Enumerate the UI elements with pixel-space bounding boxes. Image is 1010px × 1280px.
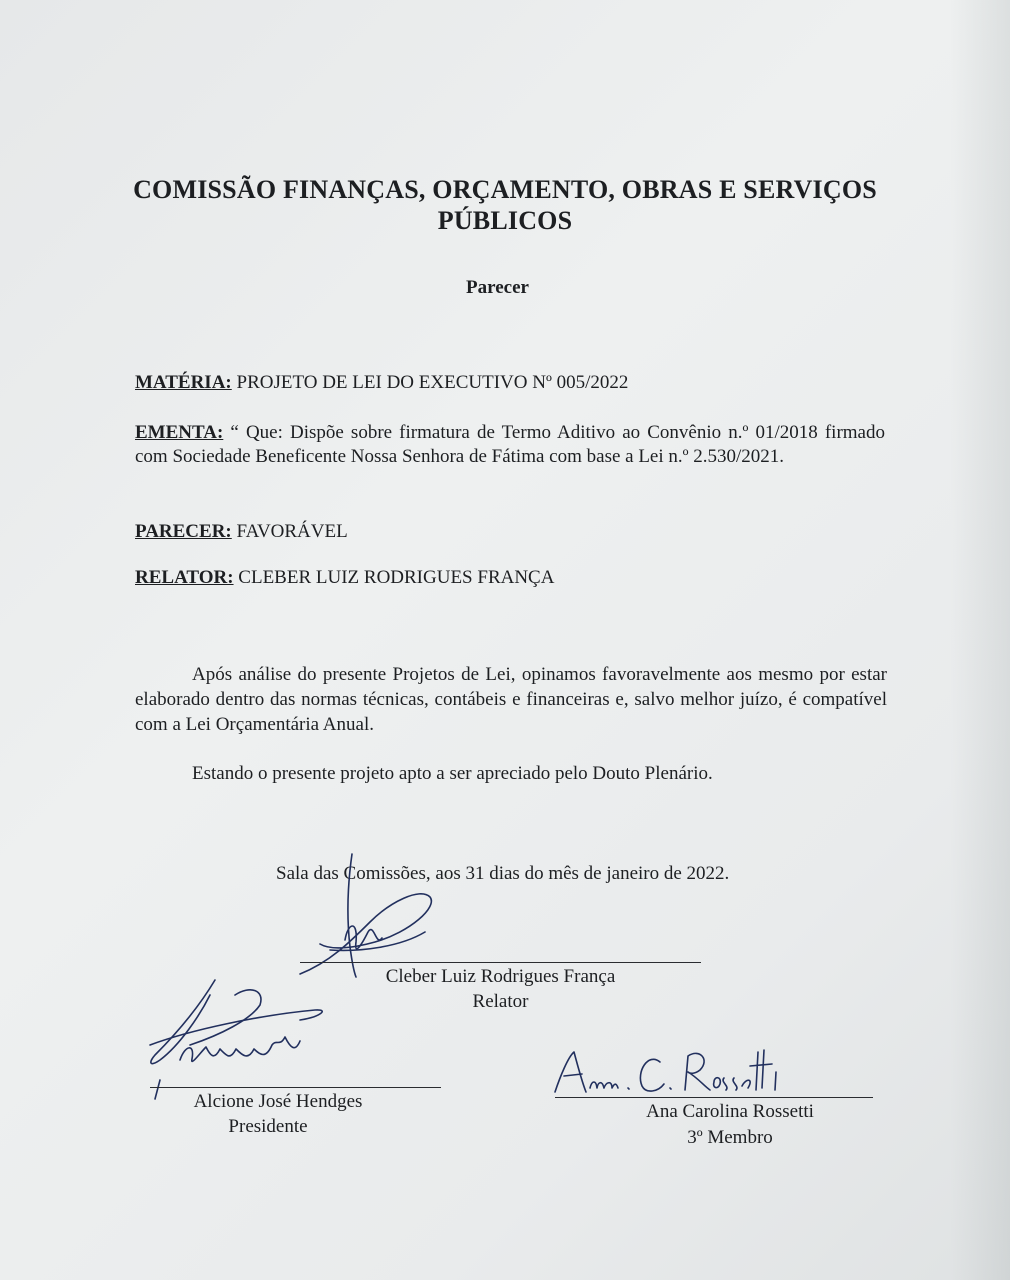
materia-field (135, 371, 885, 395)
relator-signature-name: Cleber Luiz Rodrigues França (385, 966, 616, 987)
paper-edge-shadow (950, 0, 1010, 1280)
committee-title-line1: COMISSÃO FINANÇAS, ORÇAMENTO, OBRAS E SERVIÇOS (133, 175, 877, 204)
relator-label: RELATOR: (135, 567, 234, 588)
relator-value: CLEBER LUIZ RODRIGUES FRANÇA (233, 567, 555, 588)
ementa-label: EMENTA: (135, 422, 224, 443)
parecer-field (135, 520, 885, 544)
place-date: Sala das Comissões, aos 31 dias do mês de janeiro de 2022. (276, 863, 730, 884)
relator-signature-line (300, 962, 701, 963)
ementa-field (135, 421, 885, 469)
presidente-signature-line (150, 1087, 441, 1088)
membro-signature-drawing (550, 1042, 800, 1102)
materia-label: MATÉRIA: (135, 372, 232, 393)
presidente-signature-drawing (140, 975, 330, 1100)
presidente-signature-name: Alcione José Hendges (193, 1091, 363, 1112)
presidente-signature-role: Presidente (228, 1116, 308, 1137)
ementa-value: “ Que: Dispõe sobre firmatura de Termo Aditivo ao Convênio n.º 01/2018 firmado com Sociedade Beneficente Nossa Senhora de Fátima com base a Lei n.º 2.530/2021. (135, 422, 885, 467)
membro-signature-name: Ana Carolina Rossetti (646, 1101, 814, 1122)
parecer-label: PARECER: (135, 521, 232, 542)
body-paragraph-1: Após análise do presente Projetos de Lei, opinamos favoravelmente aos mesmo por estar elaborado dentro das normas técnicas, contábeis e financeiras e, salvo melhor juízo, é compatível com a Lei Orçamentária Anual. (135, 664, 887, 735)
materia-value: PROJETO DE LEI DO EXECUTIVO Nº 005/2022 (231, 372, 629, 393)
membro-signature-role: 3º Membro (687, 1127, 773, 1148)
membro-signature-line (555, 1097, 873, 1098)
parecer-value: FAVORÁVEL (231, 521, 348, 542)
committee-title (120, 174, 890, 236)
body-paragraph-2: Estando o presente projeto apto a ser apreciado pelo Douto Plenário. (192, 763, 713, 784)
document-subtitle: Parecer (466, 277, 529, 298)
relator-field (135, 566, 885, 590)
committee-title-line2: PÚBLICOS (437, 206, 573, 235)
relator-signature-role: Relator (472, 991, 529, 1012)
